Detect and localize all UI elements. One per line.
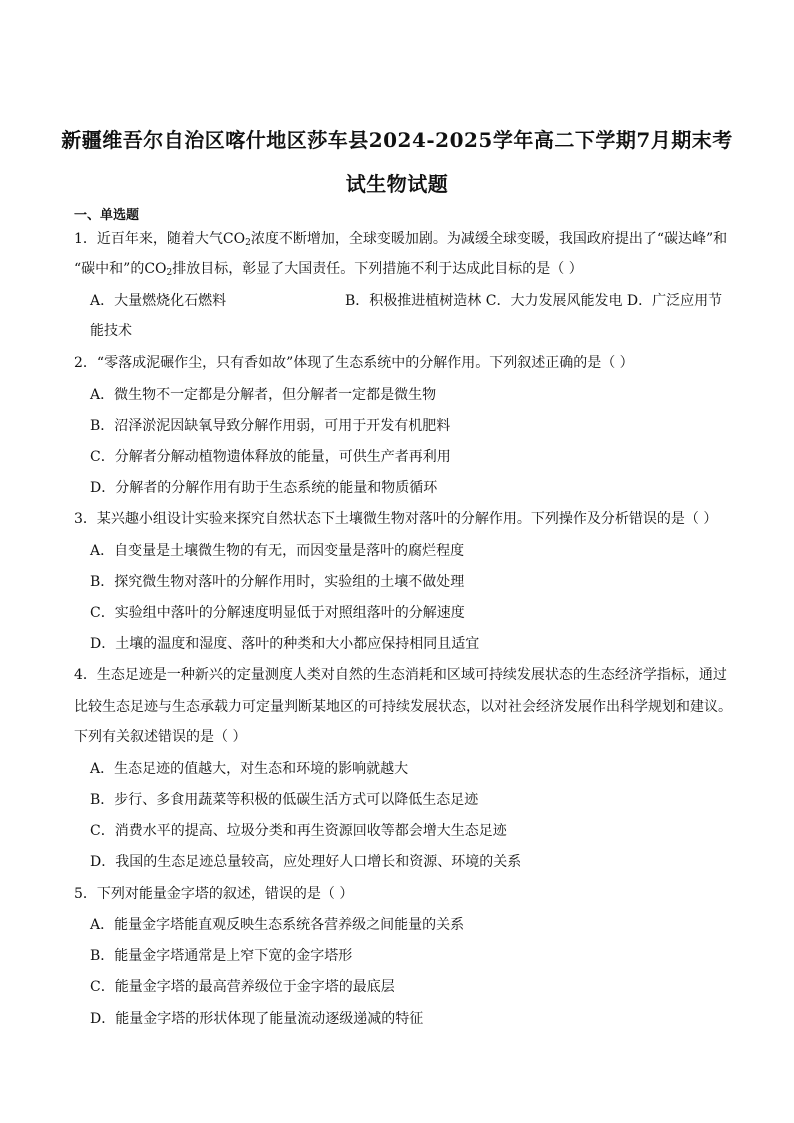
q1-option-a: A．大量燃烧化石燃料 <box>90 293 227 309</box>
q3-option-b: B．探究微生物对落叶的分解作用时，实验组的土壤不做处理 <box>90 574 465 590</box>
q3-option-a: A．自变量是土壤微生物的有无，而因变量是落叶的腐烂程度 <box>90 543 465 559</box>
q2-option-d: D．分解者的分解作用有助于生态系统的能量和物质循环 <box>90 480 438 496</box>
q1-option-d-continued: 能技术 <box>90 323 132 339</box>
q4-stem-line-1: 4．生态足迹是一种新兴的定量测度人类对自然的生态消耗和区域可持续发展状态的生态经济学指标，通过 <box>74 667 727 683</box>
q4-option-d: D．我国的生态足迹总量较高，应处理好人口增长和资源、环境的关系 <box>90 854 522 870</box>
section-heading: 一、单选题 <box>74 208 140 223</box>
exam-title-line-1: 新疆维吾尔自治区喀什地区莎车县2024-2025学年高二下学期7月期末考 <box>61 128 733 152</box>
q2-option-c: C．分解者分解动植物遗体释放的能量，可供生产者再利用 <box>90 449 451 465</box>
q4-stem-line-2: 比较生态足迹与生态承载力可定量判断某地区的可持续发展状态，以对社会经济发展作出科学规划和建议。 <box>74 699 732 715</box>
q5-option-d: D．能量金字塔的形状体现了能量流动逐级递减的特征 <box>90 1011 424 1027</box>
q3-option-d: D．土壤的温度和湿度、落叶的种类和大小都应保持相同且适宜 <box>90 636 480 652</box>
exam-title-line-2: 试生物试题 <box>345 172 449 196</box>
q4-option-a: A．生态足迹的值越大，对生态和环境的影响就越大 <box>90 761 409 777</box>
q2-stem: 2．“零落成泥碾作尘，只有香如故”体现了生态系统中的分解作用。下列叙述正确的是（ ） <box>74 355 634 371</box>
q3-option-c: C．实验组中落叶的分解速度明显低于对照组落叶的分解速度 <box>90 605 465 621</box>
q5-option-a: A．能量金字塔能直观反映生态系统各营养级之间能量的关系 <box>90 917 465 933</box>
q2-option-a: A．微生物不一定都是分解者，但分解者一定都是微生物 <box>90 387 437 403</box>
q3-stem: 3．某兴趣小组设计实验来探究自然状态下土壤微生物对落叶的分解作用。下列操作及分析错误的是（ ） <box>74 511 718 527</box>
q4-option-c: C．消费水平的提高、垃圾分类和再生资源回收等都会增大生态足迹 <box>90 823 507 839</box>
q1-options-bcd: B．积极推进植树造林 C．大力发展风能发电 D．广泛应用节 <box>345 293 723 309</box>
q5-stem: 5．下列对能量金字塔的叙述，错误的是（ ） <box>74 886 354 902</box>
q1-stem-line-1: 1．近百年来，随着大气$CO_2$浓度不断增加，全球变暖加剧。为减缓全球变暖，我国政府提出了“碳达峰”和 <box>74 231 728 248</box>
q5-option-c: C．能量金字塔的最高营养级位于金字塔的最底层 <box>90 979 395 995</box>
q4-option-b: B．步行、多食用蔬菜等积极的低碳生活方式可以降低生态足迹 <box>90 792 479 808</box>
q1-stem-line-2: “碳中和”的$CO_2$排放目标，彰显了大国责任。下列措施不利于达成此目标的是（ ） <box>74 261 583 278</box>
q5-option-b: B．能量金字塔通常是上窄下宽的金字塔形 <box>90 948 353 964</box>
q2-option-b: B．沼泽淤泥因缺氧导致分解作用弱，可用于开发有机肥料 <box>90 418 451 434</box>
q4-stem-line-3: 下列有关叙述错误的是（ ） <box>74 729 247 745</box>
